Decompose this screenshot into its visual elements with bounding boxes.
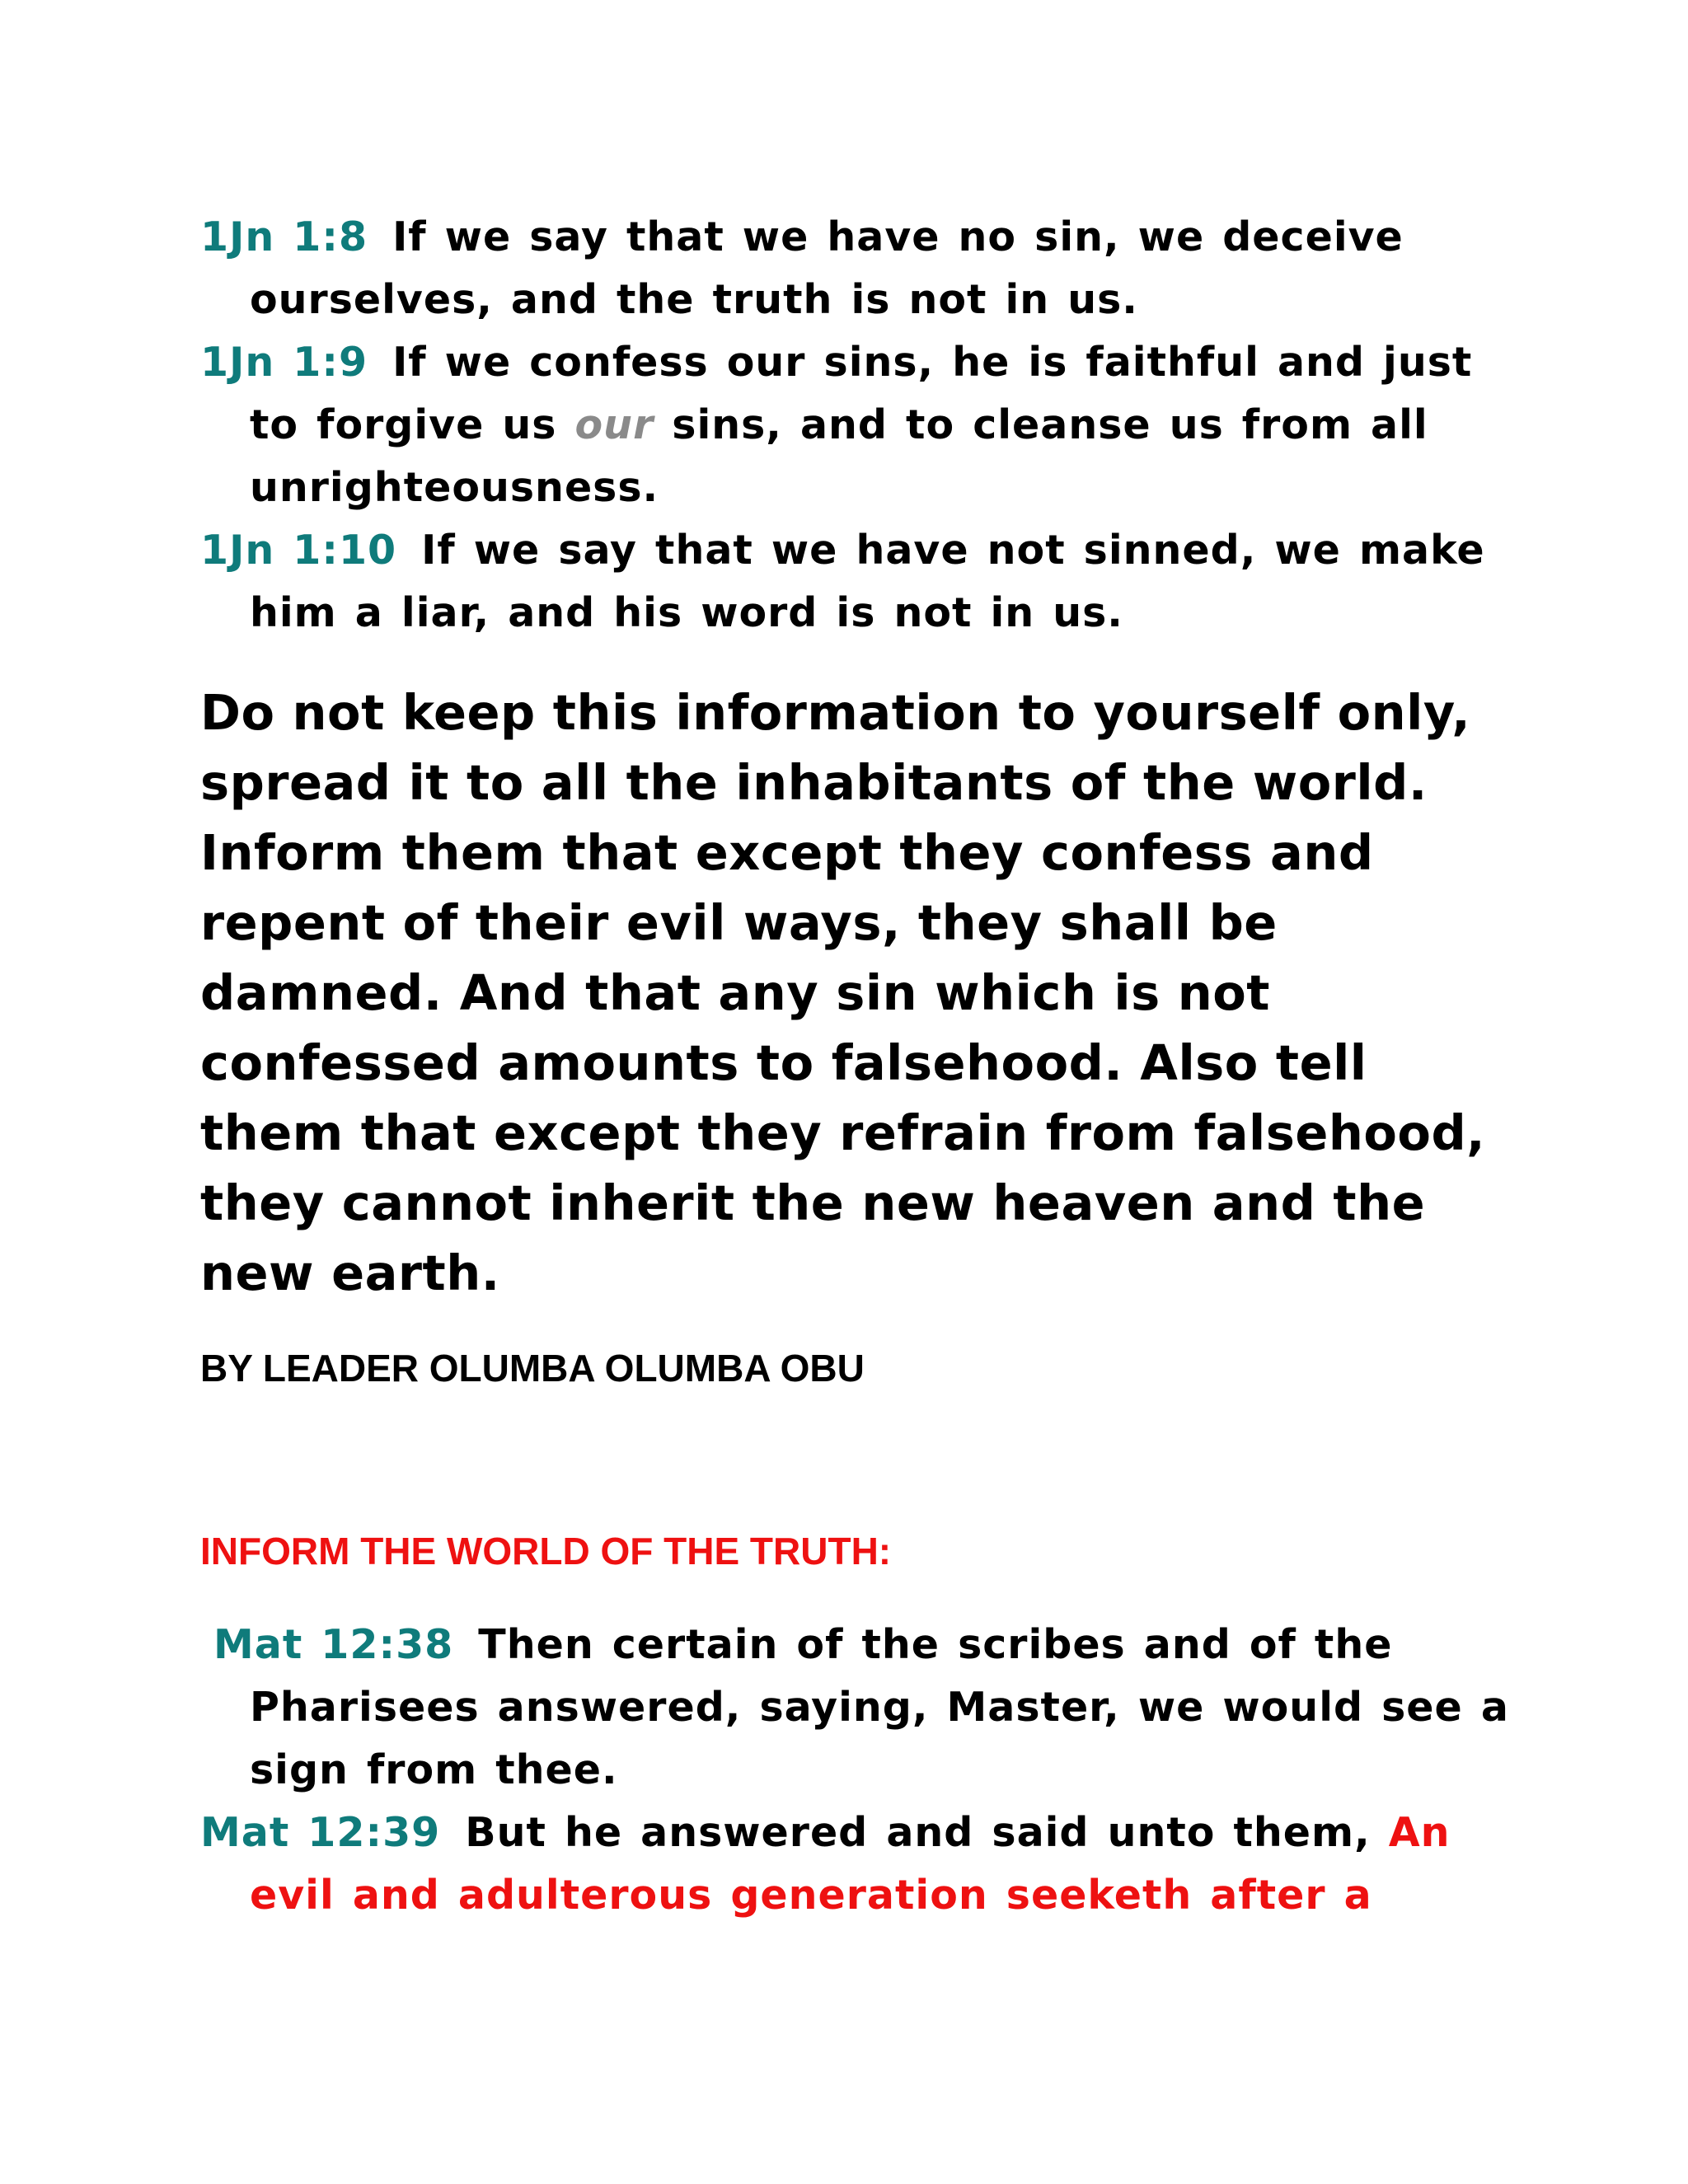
verse-text: But he answered and said unto them,	[465, 1809, 1389, 1856]
section-heading: INFORM THE WORLD OF THE TRUTH:	[200, 1530, 892, 1572]
verse-1jn-1-9	[200, 331, 1519, 519]
verse-reference: 1Jn 1:10	[200, 527, 397, 574]
verse-mat-12-38	[200, 1614, 1519, 1802]
verse-text: If we confess our sins, he is faithful and just to forgive us	[250, 339, 1473, 448]
exhortation-paragraph: Do not keep this information to yourself only, spread it to all the inhabitants of the world. Inform them that except they confess and repent of their evil ways, they shall be damned. And that any sin which is not confessed amounts to falsehood. Also tell them that except they refrain from falsehood, they cannot inherit the new heaven and the new earth.	[200, 684, 1486, 1301]
verse-1jn-1-8	[200, 206, 1519, 331]
verses-top	[200, 206, 1519, 644]
byline: BY LEADER OLUMBA OLUMBA OBU	[200, 1347, 865, 1390]
italic-word: our	[574, 401, 654, 448]
verse-mat-12-39	[200, 1802, 1519, 1927]
verse-text: If we say that we have not sinned, we make him a liar, and his word is not in us.	[250, 527, 1485, 636]
verse-1jn-1-10	[200, 519, 1519, 644]
verse-text: If we say that we have no sin, we deceive ourselves, and the truth is not in us.	[250, 213, 1404, 323]
verse-reference: Mat 12:39	[200, 1809, 441, 1856]
verse-reference: 1Jn 1:9	[200, 339, 368, 386]
verse-reference: 1Jn 1:8	[200, 213, 368, 260]
red-letter-text: An evil and adulterous generation seeketh after a	[250, 1809, 1451, 1919]
verse-text: sins, and to cleanse us from all unrighteousness.	[250, 401, 1428, 511]
verse-text: Then certain of the scribes and of the Pharisees answered, saying, Master, we would see a sign from thee.	[250, 1621, 1509, 1793]
verse-reference: Mat 12:38	[213, 1621, 454, 1668]
verses-bottom	[200, 1614, 1519, 1927]
